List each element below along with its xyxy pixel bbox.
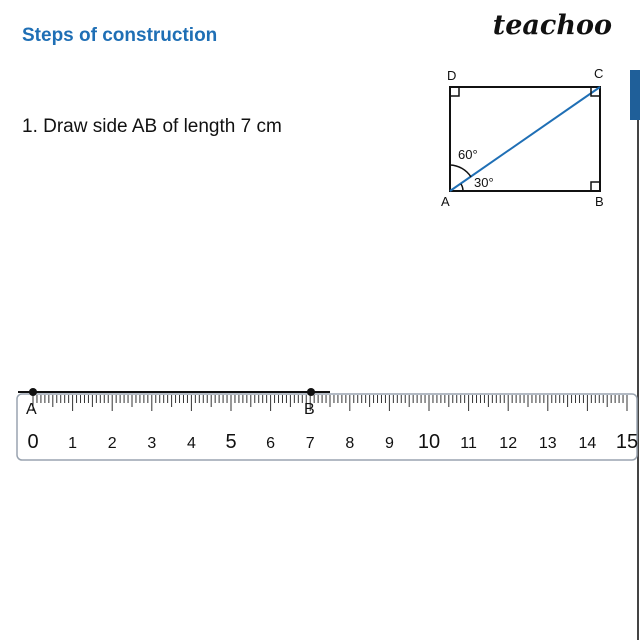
angle-arc-30 [461,184,463,191]
point-label-a: A [26,401,37,418]
point-a [29,388,37,396]
ruler-number: 7 [305,435,315,452]
ruler-number: 3 [147,435,157,452]
ruler-number: 4 [186,435,196,452]
diagonal-ac [450,87,600,191]
ruler-number: 12 [499,435,518,452]
point-label-b: B [304,401,315,418]
ruler-number: 1 [68,435,78,452]
ruler-number: 8 [345,435,355,452]
vertex-label-a: A [441,194,450,209]
step-instruction: 1. Draw side AB of length 7 cm [22,116,282,137]
ruler-number: 13 [538,435,557,452]
angle-arc-60 [450,165,471,177]
vertex-label-c: C [594,66,604,81]
ruler-number: 6 [266,435,276,452]
page-heading: Steps of construction [22,25,218,46]
rectangle-diagram [441,66,604,209]
vertex-label-b: B [595,194,604,209]
point-b [307,388,315,396]
teachoo-logo: teachoo [492,10,612,41]
angle-label-30: 30° [474,175,494,190]
right-angle-d [450,87,459,96]
ruler-number: 11 [460,435,477,452]
ruler-number: 9 [384,435,394,452]
ruler-number: 14 [578,435,597,452]
ruler-number: 10 [417,431,441,453]
vertex-label-d: D [447,68,457,83]
right-angle-b [591,182,600,191]
ruler-number: 15 [615,431,639,453]
ruler-number: 0 [27,431,39,453]
ruler-number: 5 [225,431,237,453]
angle-label-60: 60° [458,147,478,162]
ruler-number: 2 [107,435,117,452]
ruler [17,394,638,460]
